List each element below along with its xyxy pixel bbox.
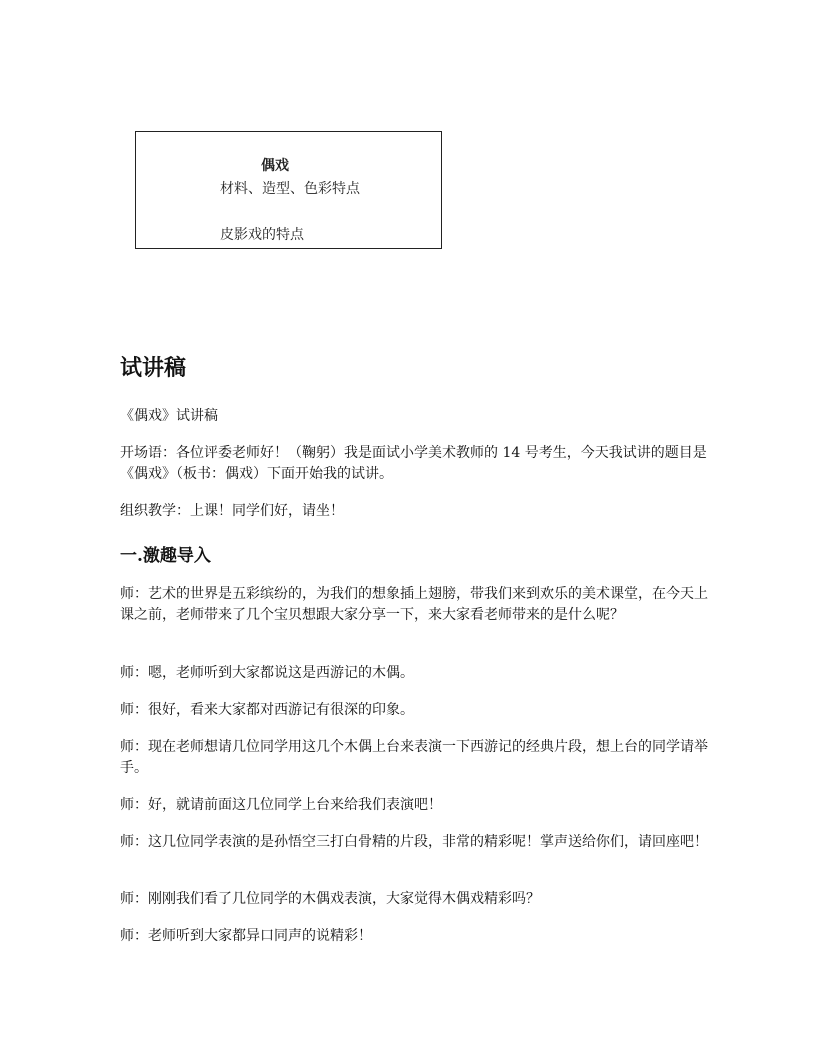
document-subtitle: 《偶戏》试讲稿 xyxy=(120,408,218,424)
blackboard-line-materials: 材料、造型、色彩特点 xyxy=(220,181,360,197)
organize-paragraph: 组织教学：上课！同学们好，请坐！ xyxy=(120,503,344,519)
paragraph-intro-6: 师：这几位同学表演的是孙悟空三打白骨精的片段，非常的精彩呢！掌声送给你们，请回座吧！ xyxy=(120,834,708,850)
blackboard-title: 偶戏 xyxy=(261,158,289,174)
section-heading-intro: 一.激趣导入 xyxy=(120,546,211,566)
paragraph-intro-3: 师：很好，看来大家都对西游记有很深的印象。 xyxy=(120,702,414,718)
paragraph-intro-8: 师：老师听到大家都异口同声的说精彩！ xyxy=(120,928,372,944)
paragraph-intro-2: 师：嗯，老师听到大家都说这是西游记的木偶。 xyxy=(120,665,414,681)
paragraph-intro-7: 师：刚刚我们看了几位同学的木偶戏表演，大家觉得木偶戏精彩吗？ xyxy=(120,891,540,907)
document-title: 试讲稿 xyxy=(120,356,187,381)
blackboard-line-shadow-play: 皮影戏的特点 xyxy=(220,227,304,243)
paragraph-intro-1: 师：艺术的世界是五彩缤纷的，为我们的想象插上翅膀，带我们来到欢乐的美术课堂，在今天上课之前，老师带来了几个宝贝想跟大家分享一下，来大家看老师带来的是什么呢？ xyxy=(120,586,708,623)
paragraph-intro-4: 师：现在老师想请几位同学用这几个木偶上台来表演一下西游记的经典片段，想上台的同学请举手。 xyxy=(120,739,708,776)
paragraph-intro-5: 师：好，就请前面这几位同学上台来给我们表演吧！ xyxy=(120,797,442,813)
opening-paragraph: 开场语：各位评委老师好！（鞠躬）我是面试小学美术教师的 14 号考生，今天我试讲的题目是《偶戏》（板书：偶戏）下面开始我的试讲。 xyxy=(120,445,707,482)
blackboard-box xyxy=(135,131,442,249)
